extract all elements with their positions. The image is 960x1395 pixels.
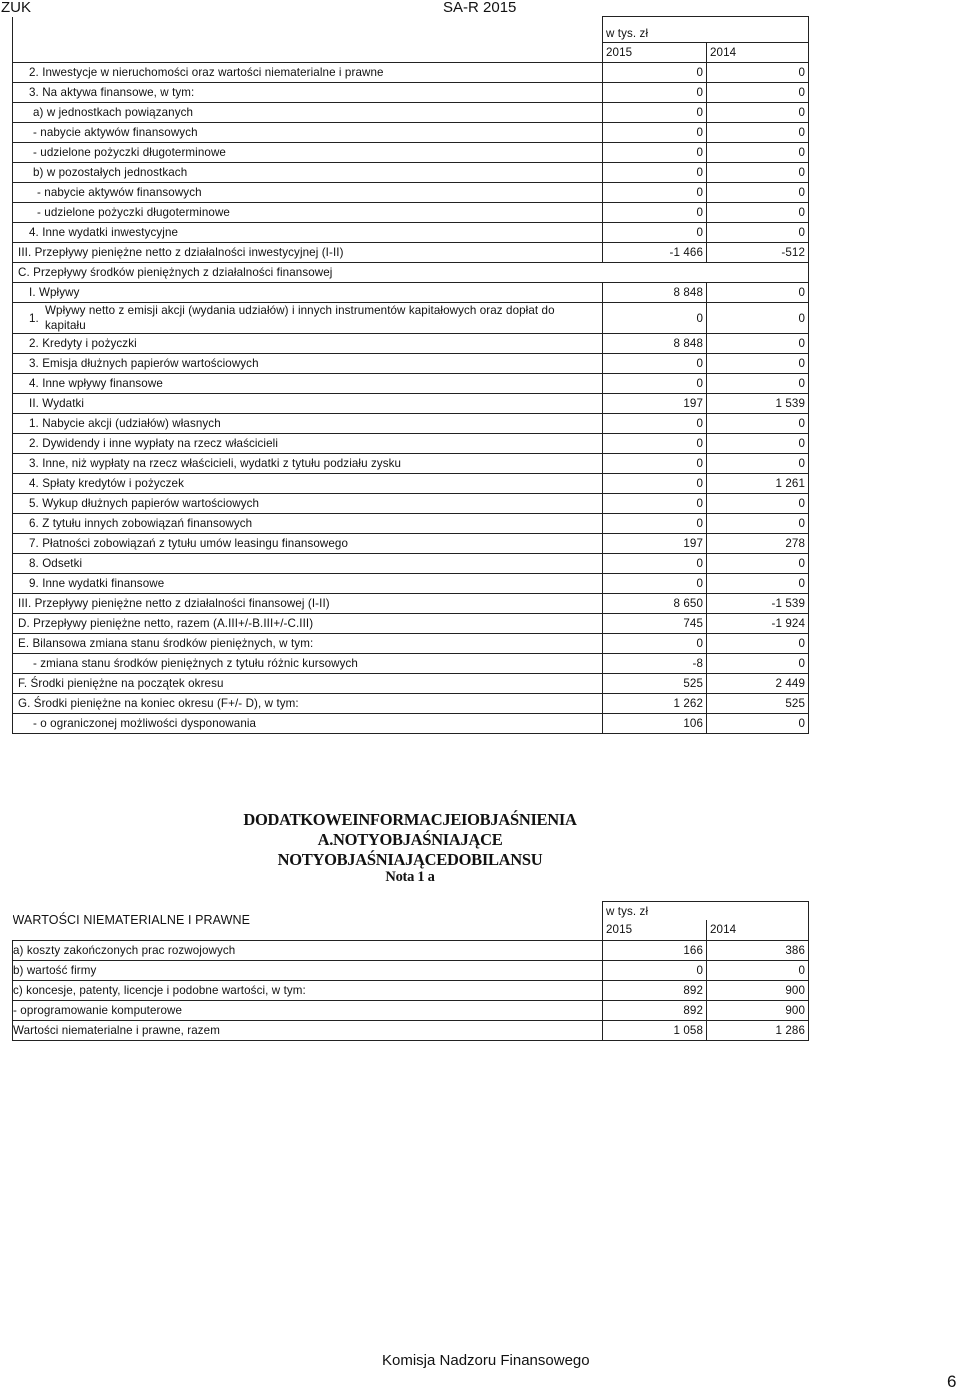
row-number: 1. <box>29 311 39 325</box>
value-current: 0 <box>603 634 707 654</box>
value-current: 0 <box>603 960 707 980</box>
row-label: F. Środki pieniężne na początek okresu <box>13 674 603 694</box>
value-current: 0 <box>603 574 707 594</box>
row-label: III. Przepływy pieniężne netto z działalności finansowej (I-II) <box>13 594 603 614</box>
value-previous: 0 <box>707 63 809 83</box>
value-current: 0 <box>603 303 707 334</box>
value-previous: 1 261 <box>707 474 809 494</box>
value-current: -8 <box>603 654 707 674</box>
t2-year-current: 2015 <box>603 920 707 940</box>
value-previous: 0 <box>707 434 809 454</box>
row-label: 4. Inne wpływy finansowe <box>13 374 603 394</box>
year-previous: 2014 <box>707 43 809 63</box>
value-current: 0 <box>603 203 707 223</box>
value-previous: 0 <box>707 103 809 123</box>
table-row <box>13 63 809 83</box>
value-current: 0 <box>603 474 707 494</box>
value-current: 0 <box>603 514 707 534</box>
t2-year-previous: 2014 <box>707 920 809 940</box>
row-label: 1. Nabycie akcji (udziałów) własnych <box>13 414 603 434</box>
value-current: 0 <box>603 414 707 434</box>
value-previous: 1 286 <box>707 1020 809 1040</box>
value-current: 892 <box>603 980 707 1000</box>
value-previous: 0 <box>707 374 809 394</box>
value-previous: 0 <box>707 143 809 163</box>
value-previous: 0 <box>707 83 809 103</box>
row-text: Wpływy netto z emisji akcji (wydania udziałów) i innych instrumentów kapitałowych oraz dopłat do kapitału <box>45 304 555 332</box>
value-previous: 0 <box>707 223 809 243</box>
notes-title: NOTYOBJAŚNIAJĄCEDOBILANSU <box>277 850 543 869</box>
value-current: 1 058 <box>603 1020 707 1040</box>
value-previous: -1 924 <box>707 614 809 634</box>
section-subtitle: A.NOTYOBJAŚNIAJĄCE <box>317 830 503 849</box>
table-row <box>13 434 809 454</box>
value-previous: 1 539 <box>707 394 809 414</box>
row-label: 2. Dywidendy i inne wypłaty na rzecz właścicieli <box>13 434 603 454</box>
table-row <box>13 454 809 474</box>
row-label: G. Środki pieniężne na koniec okresu (F+/- D), w tym: <box>13 694 603 714</box>
row-label: - nabycie aktywów finansowych <box>13 183 603 203</box>
table-row <box>13 1000 809 1020</box>
value-previous: 0 <box>707 574 809 594</box>
table-row <box>13 694 809 714</box>
row-label: D. Przepływy pieniężne netto, razem (A.III+/-B.III+/-C.III) <box>13 614 603 634</box>
value-current: 0 <box>603 454 707 474</box>
value-previous: 2 449 <box>707 674 809 694</box>
value-previous: 0 <box>707 123 809 143</box>
table-row <box>13 374 809 394</box>
value-current: 106 <box>603 714 707 734</box>
row-label: - nabycie aktywów finansowych <box>13 123 603 143</box>
row-label: I. Wpływy <box>13 283 603 303</box>
row-label: 8. Odsetki <box>13 554 603 574</box>
row-label: 5. Wykup dłużnych papierów wartościowych <box>13 494 603 514</box>
row-label <box>13 303 603 334</box>
value-current: 0 <box>603 223 707 243</box>
row-label: 7. Płatności zobowiązań z tytułu umów leasingu finansowego <box>13 534 603 554</box>
value-current: 0 <box>603 163 707 183</box>
value-previous: 0 <box>707 303 809 334</box>
value-previous: 0 <box>707 654 809 674</box>
table-row <box>13 634 809 654</box>
value-current: 0 <box>603 494 707 514</box>
value-previous: 386 <box>707 940 809 960</box>
row-label: 2. Inwestycje w nieruchomości oraz wartości niematerialne i prawne <box>13 63 603 83</box>
table-row <box>13 303 809 334</box>
value-previous: 0 <box>707 494 809 514</box>
report-code: SA-R 2015 <box>443 0 517 16</box>
row-label: 6. Z tytułu innych zobowiązań finansowych <box>13 514 603 534</box>
row-label: a) w jednostkach powiązanych <box>13 103 603 123</box>
value-current: 8 848 <box>603 334 707 354</box>
table-row <box>13 123 809 143</box>
t2-unit-label: w tys. zł <box>603 902 809 921</box>
value-previous: 0 <box>707 714 809 734</box>
intangible-heading: WARTOŚCI NIEMATERIALNE I PRAWNE <box>12 913 251 927</box>
table-row <box>13 494 809 514</box>
value-previous: 0 <box>707 554 809 574</box>
value-current: 525 <box>603 674 707 694</box>
row-label: 4. Spłaty kredytów i pożyczek <box>13 474 603 494</box>
year-row <box>13 43 809 63</box>
company-code: ZUK <box>1 0 31 16</box>
table-row <box>13 980 809 1000</box>
table-row <box>13 354 809 374</box>
value-current: -1 466 <box>603 243 707 263</box>
value-previous: 0 <box>707 454 809 474</box>
row-label: b) wartość firmy <box>13 960 603 980</box>
table-row <box>13 714 809 734</box>
note-number: Nota 1 a <box>385 869 435 885</box>
value-current: 0 <box>603 183 707 203</box>
table-row <box>13 243 809 263</box>
table-row <box>13 960 809 980</box>
table-row <box>13 554 809 574</box>
table-row <box>13 163 809 183</box>
row-label: II. Wydatki <box>13 394 603 414</box>
value-current: 0 <box>603 63 707 83</box>
value-current: 892 <box>603 1000 707 1020</box>
value-previous: 0 <box>707 163 809 183</box>
t2-head-row <box>13 902 809 921</box>
row-label: 3. Inne, niż wypłaty na rzecz właścicieli, wydatki z tytułu podziału zysku <box>13 454 603 474</box>
page-number: 6 <box>947 1372 957 1391</box>
table-row <box>13 223 809 243</box>
table-row <box>13 614 809 634</box>
table-row <box>13 143 809 163</box>
table-row <box>13 474 809 494</box>
row-label: Wartości niematerialne i prawne, razem <box>13 1020 603 1040</box>
row-label: - udzielone pożyczki długoterminowe <box>13 203 603 223</box>
value-current: 197 <box>603 534 707 554</box>
footer-organization: Komisja Nadzoru Finansowego <box>382 1352 590 1369</box>
value-current: 0 <box>603 434 707 454</box>
table-row <box>13 940 809 960</box>
unit-row <box>13 17 809 43</box>
row-label: - zmiana stanu środków pieniężnych z tytułu różnic kursowych <box>13 654 603 674</box>
table-row <box>13 514 809 534</box>
table-row <box>13 203 809 223</box>
row-label: - o ograniczonej możliwości dysponowania <box>13 714 603 734</box>
cash-flow-table <box>12 16 809 734</box>
intangible-assets-table <box>12 901 809 1041</box>
row-label: - oprogramowanie komputerowe <box>13 1000 603 1020</box>
row-label: - udzielone pożyczki długoterminowe <box>13 143 603 163</box>
row-label: III. Przepływy pieniężne netto z działalności inwestycyjnej (I-II) <box>13 243 603 263</box>
table-row <box>13 263 809 283</box>
value-previous: 900 <box>707 1000 809 1020</box>
table-row <box>13 654 809 674</box>
value-previous: 0 <box>707 283 809 303</box>
row-label: a) koszty zakończonych prac rozwojowych <box>13 940 603 960</box>
value-current: 1 262 <box>603 694 707 714</box>
row-label: 2. Kredyty i pożyczki <box>13 334 603 354</box>
value-previous: -1 539 <box>707 594 809 614</box>
value-current: 8 650 <box>603 594 707 614</box>
value-previous: 0 <box>707 203 809 223</box>
value-previous: 0 <box>707 334 809 354</box>
section-title: DODATKOWEINFORMACJEIOBJAŚNIENIA <box>243 810 577 829</box>
value-current: 0 <box>603 554 707 574</box>
unit-label: w tys. zł <box>603 17 809 43</box>
value-current: 166 <box>603 940 707 960</box>
value-previous: 0 <box>707 960 809 980</box>
table-row <box>13 414 809 434</box>
value-current: 745 <box>603 614 707 634</box>
table-row <box>13 283 809 303</box>
row-label: c) koncesje, patenty, licencje i podobne wartości, w tym: <box>13 980 603 1000</box>
row-label: 4. Inne wydatki inwestycyjne <box>13 223 603 243</box>
value-previous: 278 <box>707 534 809 554</box>
table-row <box>13 183 809 203</box>
value-previous: 0 <box>707 414 809 434</box>
table-row <box>13 534 809 554</box>
value-current: 0 <box>603 143 707 163</box>
row-label: 3. Na aktywa finansowe, w tym: <box>13 83 603 103</box>
row-label: b) w pozostałych jednostkach <box>13 163 603 183</box>
table-row <box>13 83 809 103</box>
table-row <box>13 103 809 123</box>
table-row <box>13 574 809 594</box>
table-row <box>13 334 809 354</box>
value-previous: 0 <box>707 354 809 374</box>
value-current: 197 <box>603 394 707 414</box>
value-previous: 0 <box>707 183 809 203</box>
table-row <box>13 1020 809 1040</box>
value-previous: 525 <box>707 694 809 714</box>
value-previous: -512 <box>707 243 809 263</box>
year-current: 2015 <box>603 43 707 63</box>
value-current: 0 <box>603 374 707 394</box>
table-row <box>13 394 809 414</box>
value-previous: 0 <box>707 514 809 534</box>
row-label: 9. Inne wydatki finansowe <box>13 574 603 594</box>
value-current: 0 <box>603 103 707 123</box>
value-current: 8 848 <box>603 283 707 303</box>
value-current: 0 <box>603 123 707 143</box>
table-row <box>13 674 809 694</box>
row-label: C. Przepływy środków pieniężnych z działalności finansowej <box>13 263 809 283</box>
value-previous: 0 <box>707 634 809 654</box>
row-label: 3. Emisja dłużnych papierów wartościowych <box>13 354 603 374</box>
row-label: E. Bilansowa zmiana stanu środków pieniężnych, w tym: <box>13 634 603 654</box>
table-row <box>13 594 809 614</box>
value-current: 0 <box>603 354 707 374</box>
value-previous: 900 <box>707 980 809 1000</box>
value-current: 0 <box>603 83 707 103</box>
